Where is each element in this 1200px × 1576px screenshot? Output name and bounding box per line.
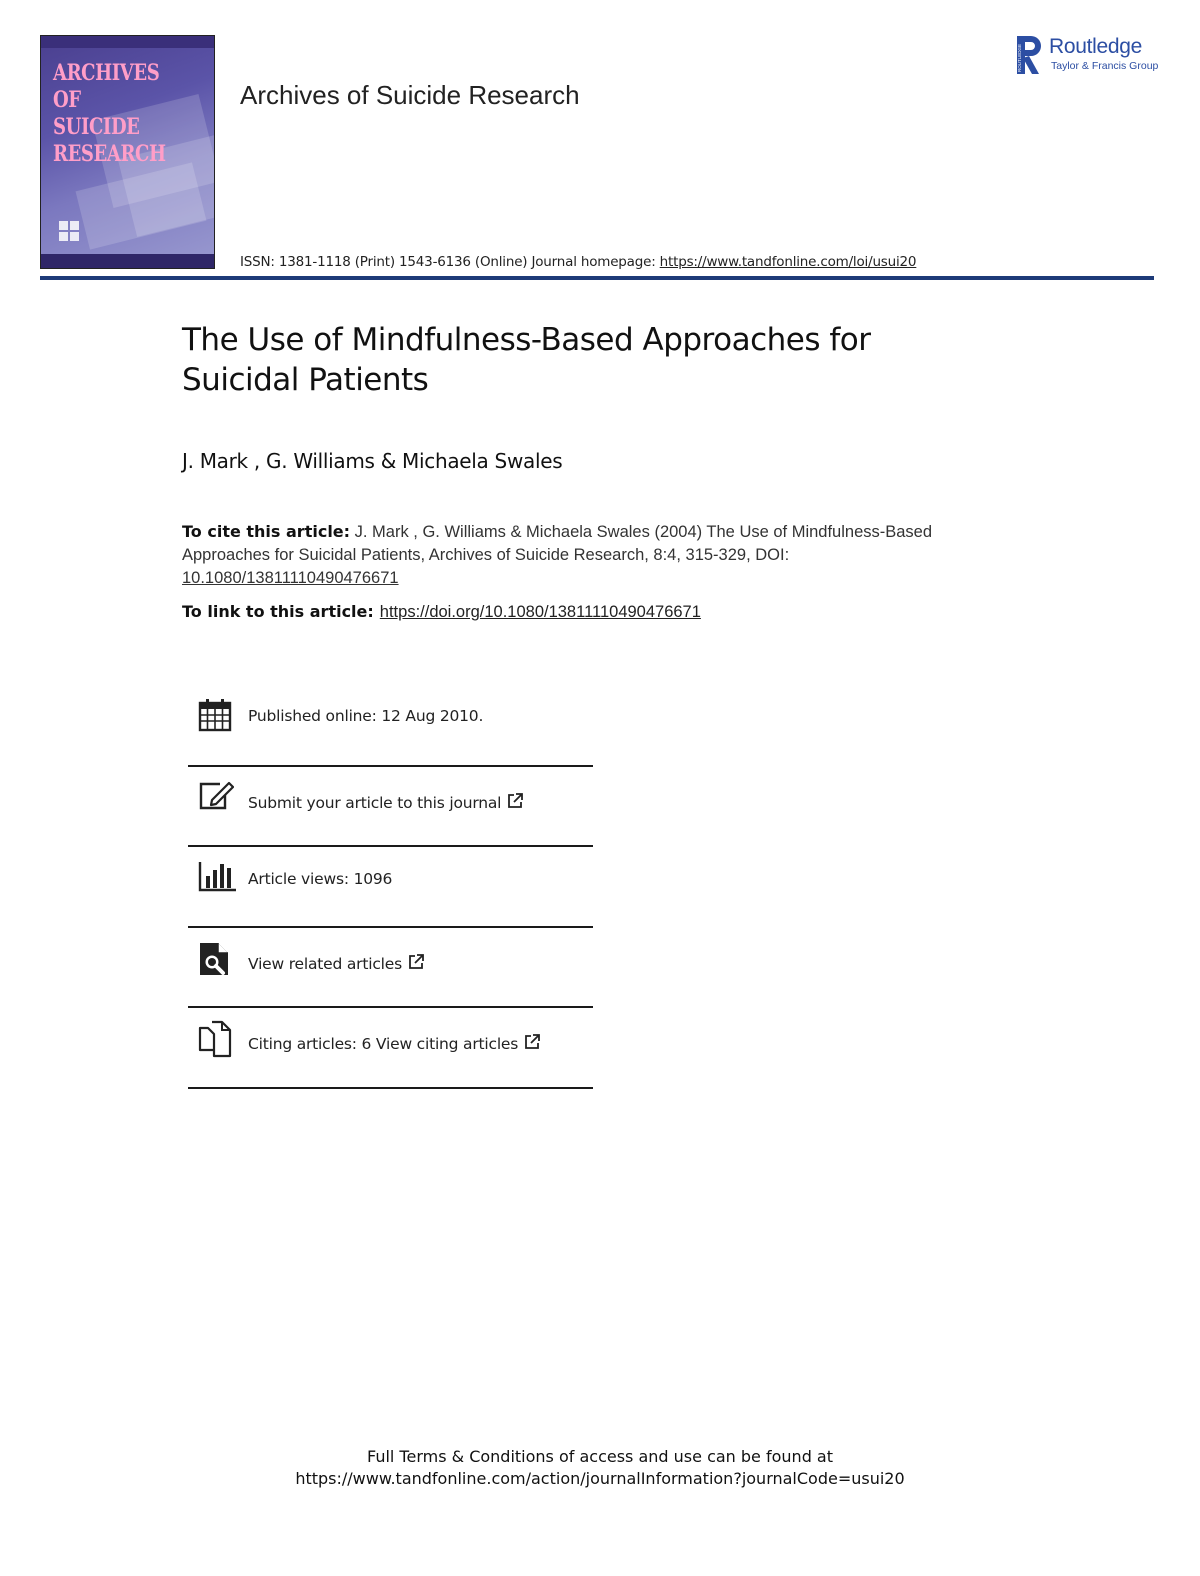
submit-article-link[interactable] xyxy=(248,792,524,812)
citation-block xyxy=(182,520,982,590)
cover-shape xyxy=(76,162,207,249)
related-label: View related articles xyxy=(248,955,402,973)
footer xyxy=(0,1446,1200,1490)
routledge-r-icon xyxy=(1015,34,1045,76)
document-search-icon xyxy=(198,941,230,977)
article-doi-link[interactable]: https://doi.org/10.1080/13811110490476671 xyxy=(379,603,701,621)
submit-label: Submit your article to this journal xyxy=(248,794,502,812)
footer-terms-text: Full Terms & Conditions of access and use can be found at xyxy=(366,1447,834,1466)
bar-chart-icon xyxy=(198,860,238,892)
journal-cover xyxy=(40,35,215,269)
citing-articles-link[interactable] xyxy=(248,1033,541,1053)
published-date: Published online: 12 Aug 2010. xyxy=(248,707,484,725)
external-link-icon xyxy=(408,953,425,970)
header-divider xyxy=(40,276,1154,280)
logo-side-text: ROUTLEDGE xyxy=(1017,43,1022,72)
publisher-logo xyxy=(1015,34,1165,76)
copy-documents-icon xyxy=(198,1020,234,1058)
cite-doi-link[interactable]: 10.1080/13811110490476671 xyxy=(182,569,399,587)
citing-label: Citing articles: 6 View citing articles xyxy=(248,1035,519,1053)
meta-divider xyxy=(188,926,593,928)
external-link-icon xyxy=(524,1033,541,1050)
meta-divider xyxy=(188,1087,593,1089)
footer-terms-link[interactable]: https://www.tandfonline.com/action/journalInformation?journalCode=usui20 xyxy=(295,1469,905,1488)
article-link-line xyxy=(182,602,701,622)
cite-text: J. Mark , G. Williams & Michaela Swales (2004) The Use of Mindfulness-Based Approaches for Suicidal Patients, Archives of Suicide Research, 8:4, 315-329, DOI: xyxy=(182,523,933,564)
journal-homepage-link[interactable]: https://www.tandfonline.com/loi/usui20 xyxy=(659,254,917,270)
article-authors: J. Mark , G. Williams & Michaela Swales xyxy=(182,449,563,473)
cover-bottom-strip xyxy=(41,254,214,268)
meta-divider xyxy=(188,845,593,847)
cover-emblem xyxy=(59,221,79,241)
article-title: The Use of Mindfulness-Based Approaches for Suicidal Patients xyxy=(182,322,871,398)
journal-name: Archives of Suicide Research xyxy=(240,80,580,110)
publisher-subtitle: Taylor & Francis Group xyxy=(1051,60,1159,72)
link-label: To link to this article: xyxy=(182,602,374,621)
cover-top-strip xyxy=(41,36,214,48)
meta-divider xyxy=(188,1006,593,1008)
external-link-icon xyxy=(507,792,524,809)
article-views: Article views: 1096 xyxy=(248,870,393,888)
edit-icon xyxy=(198,780,234,812)
meta-divider xyxy=(188,765,593,767)
issn-text: ISSN: 1381-1118 (Print) 1543-6136 (Online) Journal homepage: xyxy=(240,254,660,270)
view-related-articles-link[interactable] xyxy=(248,953,425,973)
cite-label: To cite this article: xyxy=(182,522,351,541)
issn-line xyxy=(240,254,916,270)
publisher-name: Routledge xyxy=(1049,35,1143,58)
calendar-icon xyxy=(198,698,232,732)
cover-title: ARCHIVES OF SUICIDE RESEARCH xyxy=(53,60,166,167)
